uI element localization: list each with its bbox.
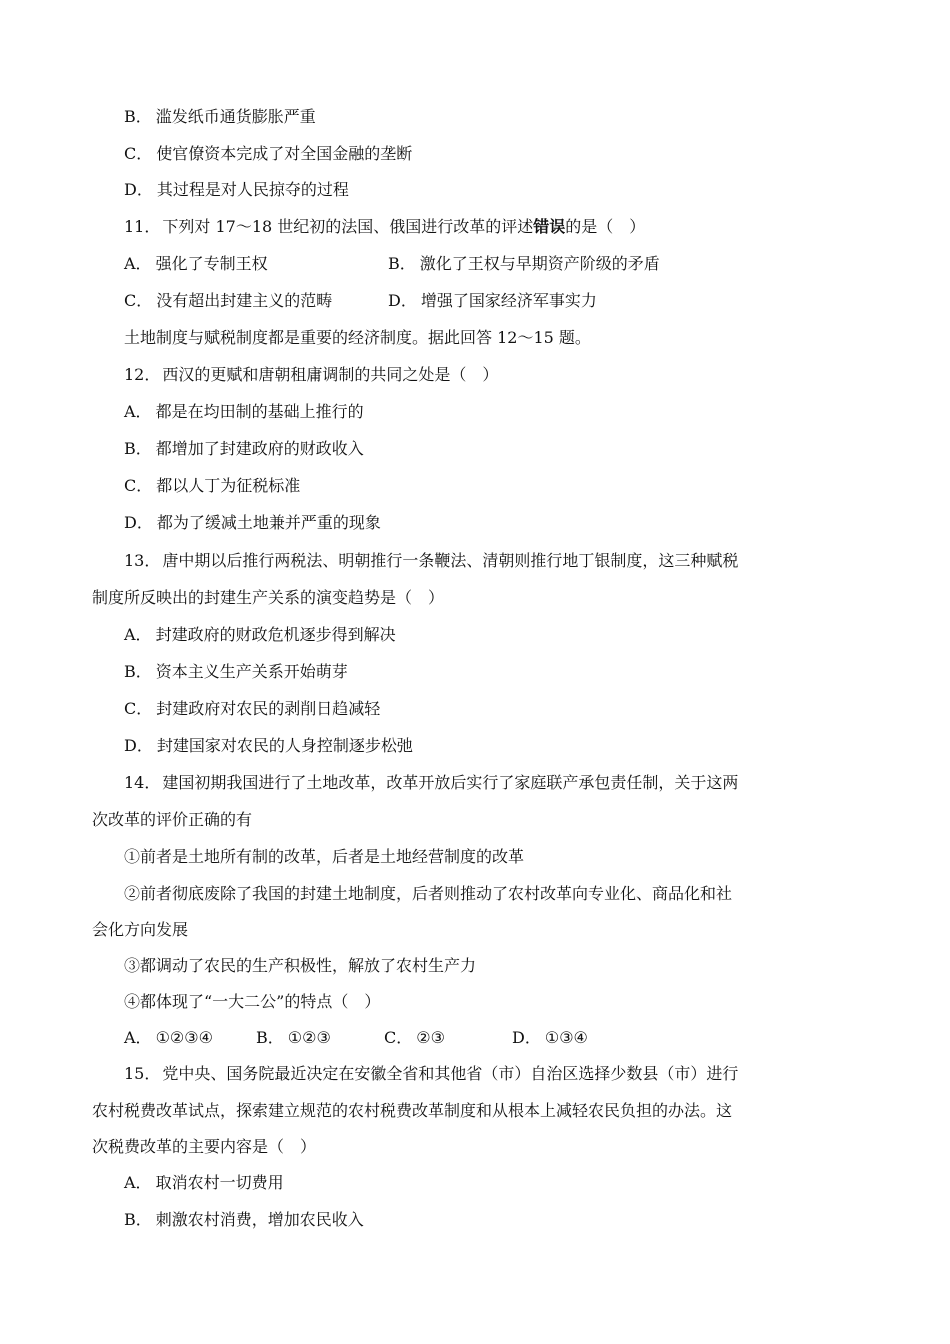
q11-option-d [388, 291, 597, 310]
question-text: 建国初期我国进行了土地改革，改革开放后实行了家庭联产承包责任制，关于这两 [162, 773, 739, 792]
option-text: 都以人丁为征税标准 [156, 476, 301, 495]
question-number: 15． [124, 1064, 161, 1083]
option-label: D． [124, 513, 153, 532]
q11-option-b [388, 254, 660, 273]
q13-option-a [124, 625, 396, 645]
q14-statement-4: ④都体现了“一大二公”的特点（ ） [124, 992, 381, 1011]
option-label: D． [124, 736, 153, 755]
q15-option-a [124, 1173, 284, 1193]
q11-options-row-1 [124, 254, 660, 274]
option-text: 取消农村一切费用 [155, 1173, 284, 1192]
option-label: A． [124, 1028, 152, 1047]
option-text: 都增加了封建政府的财政收入 [155, 439, 364, 458]
q12-option-d [124, 513, 381, 533]
q13-option-d [124, 736, 413, 756]
q15-stem-line-1 [124, 1064, 738, 1084]
question-number: 12． [124, 365, 161, 384]
option-label: A． [124, 254, 152, 273]
q13-stem-line-1 [124, 551, 738, 571]
question-number: 11． [124, 217, 161, 236]
question-number: 14． [124, 773, 161, 792]
q11-stem [124, 217, 645, 237]
option-text: 增强了国家经济军事实力 [420, 291, 597, 310]
option-text: 都是在均田制的基础上推行的 [155, 402, 364, 421]
q11-options-row-2 [124, 291, 597, 311]
question-text-end: 的是（ ） [565, 217, 646, 236]
q14-option-b [256, 1028, 384, 1048]
question-number: 13． [124, 551, 161, 570]
option-text: ①②③ [287, 1028, 331, 1047]
option-label: C． [124, 291, 153, 310]
q14-stem-line-1 [124, 773, 738, 793]
q14-options-row [124, 1028, 588, 1048]
option-label: A． [124, 402, 152, 421]
question-text: 下列对 17～18 世纪初的法国、俄国进行改革的评述 [162, 217, 534, 236]
q11-option-a [124, 254, 388, 274]
question-text: 西汉的更赋和唐朝租庸调制的共同之处是（ ） [162, 365, 499, 384]
q12-option-c [124, 476, 300, 496]
option-label: D． [124, 180, 153, 199]
option-text: 都为了缓减土地兼并严重的现象 [156, 513, 381, 532]
option-text: 滥发纸币通货膨胀严重 [155, 107, 316, 126]
q14-statement-2-cont: 会化方向发展 [92, 920, 189, 939]
option-label: C． [124, 699, 153, 718]
option-text: ①③④ [544, 1028, 588, 1047]
q11-option-c [124, 291, 388, 311]
option-text: ②③ [416, 1028, 445, 1047]
option-text: 没有超出封建主义的范畴 [156, 291, 333, 310]
option-text: 激化了王权与早期资产阶级的矛盾 [419, 254, 660, 273]
option-text: 封建政府的财政危机逐步得到解决 [155, 625, 396, 644]
option-label: A． [124, 1173, 152, 1192]
option-label: C． [124, 476, 153, 495]
q14-statement-3: ③都调动了农民的生产积极性，解放了农村生产力 [124, 956, 477, 975]
option-text: 强化了专制王权 [155, 254, 268, 273]
q14-stem-line-2: 次改革的评价正确的有 [92, 810, 253, 829]
q10-option-c [124, 144, 412, 164]
question-text: 唐中期以后推行两税法、明朝推行一条鞭法、清朝则推行地丁银制度，这三种赋税 [162, 551, 739, 570]
option-text: 资本主义生产关系开始萌芽 [155, 662, 348, 681]
q14-statement-2: ②前者彻底废除了我国的封建土地制度，后者则推动了农村改革向专业化、商品化和社 [124, 884, 733, 903]
option-label: D． [388, 291, 417, 310]
q12-option-a [124, 402, 364, 422]
q15-stem-line-3: 次税费改革的主要内容是（ ） [92, 1137, 317, 1156]
q10-option-b [124, 107, 316, 127]
q12-option-b [124, 439, 364, 459]
option-label: C． [384, 1028, 413, 1047]
q13-stem-line-2: 制度所反映出的封建生产关系的演变趋势是（ ） [92, 588, 445, 607]
q14-option-a [124, 1028, 256, 1048]
option-label: B． [388, 254, 416, 273]
option-text: 封建国家对农民的人身控制逐步松弛 [156, 736, 413, 755]
q15-option-b [124, 1210, 364, 1230]
q14-option-d [512, 1028, 588, 1048]
option-label: B． [124, 107, 152, 126]
q13-option-b [124, 662, 348, 682]
section-intro: 土地制度与赋税制度都是重要的经济制度。据此回答 12～15 题。 [124, 328, 591, 347]
option-label: B． [124, 439, 152, 458]
question-text: 党中央、国务院最近决定在安徽全省和其他省（市）自治区选择少数县（市）进行 [162, 1064, 739, 1083]
q10-option-d [124, 180, 349, 200]
q14-statement-1: ①前者是土地所有制的改革，后者是土地经营制度的改革 [124, 847, 525, 866]
option-text: 使官僚资本完成了对全国金融的垄断 [156, 144, 413, 163]
option-label: B． [124, 662, 152, 681]
q13-option-c [124, 699, 380, 719]
option-text: 其过程是对人民掠夺的过程 [156, 180, 349, 199]
option-label: C． [124, 144, 153, 163]
option-text: 封建政府对农民的剥削日趋减轻 [156, 699, 381, 718]
option-label: D． [512, 1028, 541, 1047]
option-label: A． [124, 625, 152, 644]
option-label: B． [124, 1210, 152, 1229]
option-text: ①②③④ [155, 1028, 213, 1047]
option-text: 刺激农村消费，增加农民收入 [155, 1210, 364, 1229]
option-label: B． [256, 1028, 284, 1047]
q12-stem [124, 365, 498, 385]
q15-stem-line-2: 农村税费改革试点，探索建立规范的农村税费改革制度和从根本上减轻农民负担的办法。这 [92, 1101, 733, 1120]
q14-option-c [384, 1028, 512, 1048]
emphasis-text: 错误 [533, 217, 566, 236]
